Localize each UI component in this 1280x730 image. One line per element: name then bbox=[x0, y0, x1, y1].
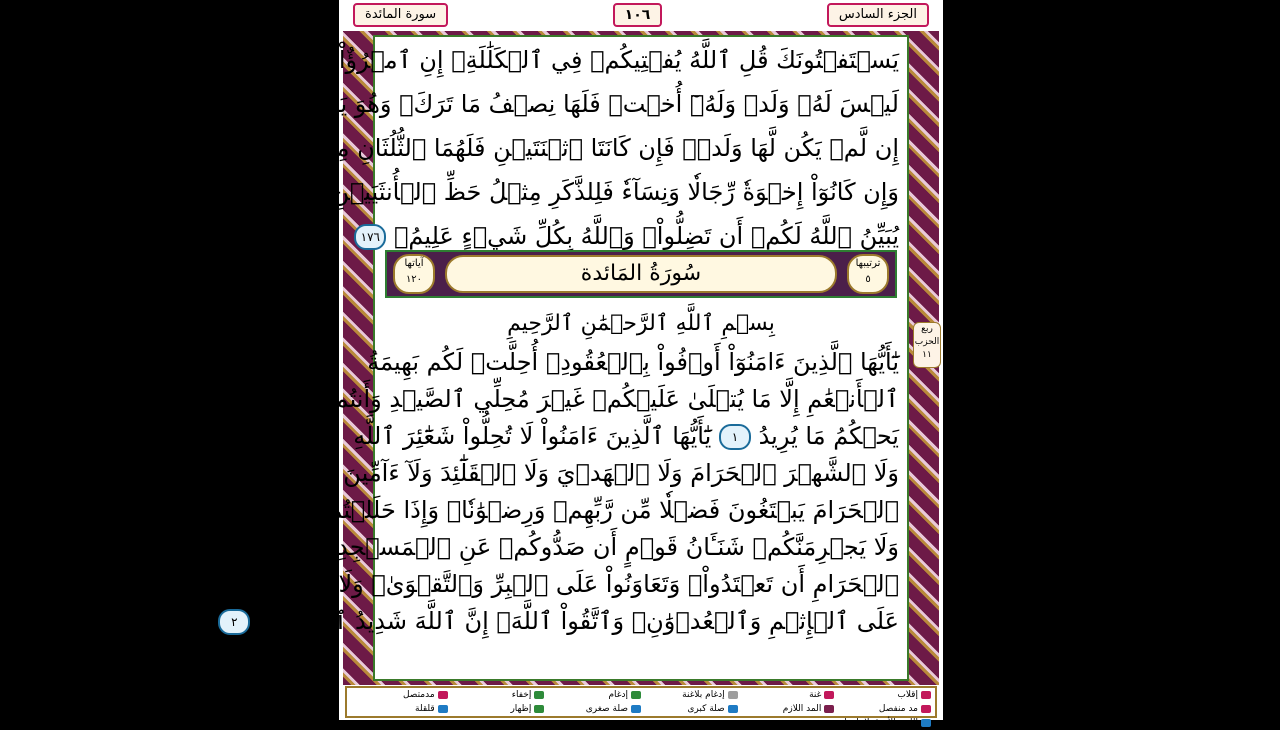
legend-swatch bbox=[534, 691, 544, 699]
tajweed-legend bbox=[345, 686, 937, 728]
legend-swatch bbox=[631, 691, 641, 699]
legend-swatch bbox=[631, 705, 641, 713]
legend-item bbox=[448, 702, 545, 716]
verse-line-text: عَلَى ٱلۡإِثۡمِ وَٱلۡعُدۡوَٰنِۚ وَٱتَّقُواْ ٱللَّهَۖ إِنَّ ٱللَّهَ شَدِيدُ ٱلۡعِقَابِ bbox=[257, 607, 899, 635]
legend-swatch bbox=[728, 705, 738, 713]
legend-item bbox=[351, 702, 448, 716]
verse-line-text: يَٰٓأَيُّهَا ٱلَّذِينَ ءَامَنُواْ لَا تُحِلُّواْ شَعَٰٓئِرَ ٱللَّهِ bbox=[353, 422, 712, 450]
quran-text-block-2 bbox=[172, 340, 899, 680]
verse-line: وَلَا ٱلشَّهۡرَ ٱلۡحَرَامَ وَلَا ٱلۡهَدۡيَ وَلَا ٱلۡقَلَٰٓئِدَ وَلَآ ءَآمِّينَ ٱلۡبَيۡتَ bbox=[247, 459, 899, 487]
legend-label: قلقلة bbox=[415, 704, 435, 714]
legend-swatch bbox=[824, 705, 834, 713]
ayah-count-value: ١٢٠ bbox=[405, 274, 423, 285]
legend-item bbox=[351, 688, 448, 702]
legend-label: إدغام bbox=[608, 690, 629, 700]
hizb-quarter-tag: ربع الحزب ١١ bbox=[913, 322, 941, 368]
legend-item bbox=[544, 702, 641, 716]
legend-item bbox=[448, 688, 545, 702]
legend-label: إظهار bbox=[510, 704, 532, 714]
legend-swatch bbox=[728, 691, 738, 699]
legend-label: مد منفصل bbox=[878, 704, 918, 714]
legend-item bbox=[641, 702, 738, 716]
surah-title: سُورَةُ المَائدة bbox=[445, 255, 837, 293]
legend-label: المد اللازم bbox=[782, 704, 822, 714]
surah-order bbox=[847, 254, 889, 294]
legend-item bbox=[834, 688, 931, 702]
legend-label: غنة bbox=[809, 690, 822, 700]
ayah-count-label: آياتها bbox=[404, 258, 424, 269]
page-header bbox=[339, 0, 943, 30]
ayah-marker: ١٧٦ bbox=[354, 224, 386, 250]
legend-label: إخفاء bbox=[511, 690, 532, 700]
verse-line: لَيۡسَ لَهُۥ وَلَدٞ وَلَهُۥٓ أُخۡتٞ فَلَهَا نِصۡفُ مَا تَرَكَۚ وَهُوَ يَرِثُهَآ bbox=[302, 90, 899, 118]
legend-label: مدمتصل bbox=[402, 690, 435, 700]
legend-swatch bbox=[921, 691, 931, 699]
legend-swatch bbox=[438, 691, 448, 699]
mushaf-page bbox=[172, 0, 943, 728]
legend-label: إدغام بلاغنة bbox=[682, 690, 725, 700]
surah-order-label: ترتيبها bbox=[855, 258, 881, 269]
surah-order-value: ٥ bbox=[865, 274, 871, 285]
legend-swatch bbox=[921, 719, 931, 727]
legend-item bbox=[738, 688, 835, 702]
verse-line: وَإِن كَانُوٓاْ إِخۡوَةٗ رِّجَالٗا وَنِسَآءٗ فَلِلذَّكَرِ مِثۡلُ حَظِّ ٱلۡأُنثَيَيۡنِۗ bbox=[317, 178, 899, 206]
page-number: ١٠٦ bbox=[613, 3, 663, 27]
surah-name-label: سورة المائدة bbox=[353, 3, 448, 27]
legend-item bbox=[834, 702, 931, 716]
juz-label: الجزء السادس bbox=[827, 3, 929, 27]
verse-line-text: يَحۡكُمُ مَا يُرِيدُ bbox=[758, 422, 899, 450]
legend-swatch bbox=[921, 705, 931, 713]
ayah-marker: ٢ bbox=[218, 609, 250, 635]
surah-ayah-count bbox=[393, 254, 435, 294]
surah-banner bbox=[385, 250, 897, 298]
legend-label: صلة صغرى bbox=[585, 704, 629, 714]
ayah-marker: ١ bbox=[719, 424, 751, 450]
verse-line: يَٰٓأَيُّهَا ٱلَّذِينَ ءَامَنُوٓاْ أَوۡفُواْ بِٱلۡعُقُودِۚ أُحِلَّتۡ لَكُم بَهِيمَةُ bbox=[367, 348, 899, 376]
verse-line-text: يُبَيِّنُ ٱللَّهُ لَكُمۡ أَن تَضِلُّواْۗ وَٱللَّهُ بِكُلِّ شَيۡءٍ عَلِيمُۢ bbox=[393, 222, 899, 250]
legend-swatch bbox=[438, 705, 448, 713]
legend-item bbox=[544, 688, 641, 702]
verse-line: وَلَا يَجۡرِمَنَّكُمۡ شَنَـَٔانُ قَوۡمٍ أَن صَدُّوكُمۡ عَنِ ٱلۡمَسۡجِدِ bbox=[337, 533, 899, 561]
legend-item bbox=[641, 688, 738, 702]
verse-line: ٱلۡأَنۡعَٰمِ إِلَّا مَا يُتۡلَىٰ عَلَيۡكُمۡ غَيۡرَ مُحِلِّي ٱلصَّيۡدِ وَأَنتُمۡ حُرُمٌۗ إِنَّ ٱللَّهَ bbox=[172, 385, 899, 413]
basmala: بِسۡمِ ٱللَّهِ ٱلرَّحۡمَٰنِ ٱلرَّحِيمِ bbox=[507, 311, 775, 336]
verse-line: يَسۡتَفۡتُونَكَ قُلِ ٱللَّهُ يُفۡتِيكُمۡ فِي ٱلۡكَلَٰلَةِۚ إِنِ ٱمۡرُؤٌاْ هَلَكَ bbox=[290, 46, 899, 74]
legend-label: اللون الأزرق لا يلفظ bbox=[842, 718, 918, 728]
legend-label: إقلاب bbox=[897, 690, 918, 700]
verse-line: ٱلۡحَرَامَ يَبۡتَغُونَ فَضۡلٗا مِّن رَّبِّهِمۡ وَرِضۡوَٰنٗاۚ وَإِذَا حَلَلۡتُمۡ فَٱصۡطَادُواْۚ bbox=[174, 496, 899, 524]
verse-line bbox=[231, 599, 899, 643]
verse-line: ٱلۡحَرَامِ أَن تَعۡتَدُواْۘ وَتَعَاوَنُواْ عَلَى ٱلۡبِرِّ وَٱلتَّقۡوَىٰۖ وَلَا تَعَاوَنُواْ bbox=[267, 570, 899, 598]
legend-item bbox=[834, 716, 931, 730]
legend-swatch bbox=[534, 705, 544, 713]
legend-label: صلة كبرى bbox=[687, 704, 725, 714]
legend-item bbox=[738, 702, 835, 716]
verse-line: إِن لَّمۡ يَكُن لَّهَا وَلَدٞۚ فَإِن كَانَتَا ٱثۡنَتَيۡنِ فَلَهُمَا ٱلثُّلُثَانِ مِمَّا تَرَكَۚ bbox=[253, 134, 899, 162]
legend-swatch bbox=[824, 691, 834, 699]
